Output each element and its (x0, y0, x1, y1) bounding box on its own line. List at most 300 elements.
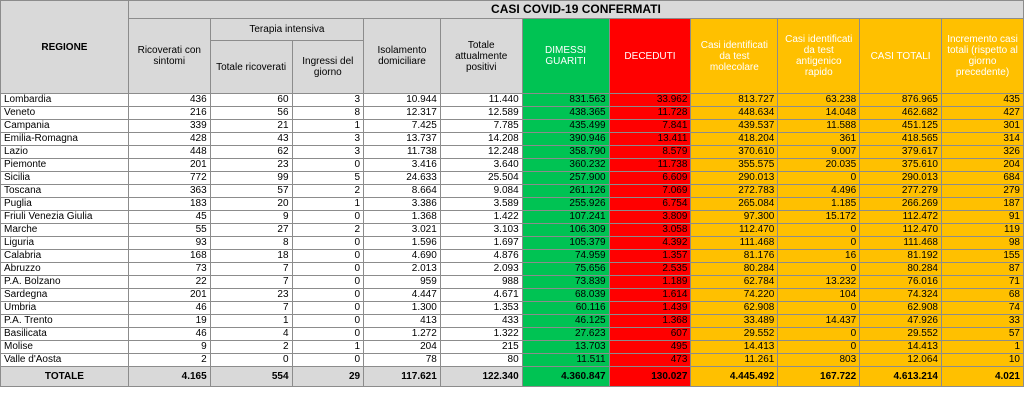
cell-deceduti: 1.189 (609, 276, 691, 289)
cell-positivi: 433 (440, 315, 522, 328)
header-incremento: Incremento casi totali (rispetto al giorno precedente) (942, 19, 1024, 94)
cell-ricoverati: 363 (128, 185, 210, 198)
cell-dimessi: 106.309 (522, 224, 609, 237)
cell-molecolare: 448.634 (691, 107, 778, 120)
cell-ricoverati: 55 (128, 224, 210, 237)
table-row (1, 94, 1024, 107)
cell-dimessi: 390.946 (522, 133, 609, 146)
cell-molecolare: 74.220 (691, 289, 778, 302)
cell-dimessi: 13.703 (522, 341, 609, 354)
cell-antigenico: 14.437 (778, 315, 860, 328)
cell-dimessi: 105.379 (522, 237, 609, 250)
cell-dimessi: 438.365 (522, 107, 609, 120)
cell-incremento: 435 (942, 94, 1024, 107)
cell-molecolare: 290.013 (691, 172, 778, 185)
cell-isolamento: 24.633 (364, 172, 441, 185)
table-row (1, 289, 1024, 302)
cell-ricoverati: 428 (128, 133, 210, 146)
cell-totale-ricoverati: 21 (210, 120, 292, 133)
cell-ricoverati: 45 (128, 211, 210, 224)
cell-positivi: 1.322 (440, 328, 522, 341)
cell-deceduti: 473 (609, 354, 691, 367)
cell-deceduti: 33.962 (609, 94, 691, 107)
cell-casi-totali: 112.472 (860, 211, 942, 224)
total-region: TOTALE (1, 367, 129, 387)
cell-region: Marche (1, 224, 129, 237)
table-row (1, 120, 1024, 133)
cell-region: Valle d'Aosta (1, 354, 129, 367)
cell-incremento: 187 (942, 198, 1024, 211)
cell-deceduti: 2.535 (609, 263, 691, 276)
cell-incremento: 68 (942, 289, 1024, 302)
total-positivi: 122.340 (440, 367, 522, 387)
cell-isolamento: 3.386 (364, 198, 441, 211)
table-row (1, 315, 1024, 328)
cell-region: Puglia (1, 198, 129, 211)
cell-casi-totali: 290.013 (860, 172, 942, 185)
cell-ricoverati: 339 (128, 120, 210, 133)
header-positivi: Totale attualmente positivi (440, 19, 522, 94)
cell-antigenico: 4.496 (778, 185, 860, 198)
cell-region: Lazio (1, 146, 129, 159)
cell-dimessi: 831.563 (522, 94, 609, 107)
cell-deceduti: 1.614 (609, 289, 691, 302)
cell-totale-ricoverati: 60 (210, 94, 292, 107)
cell-totale-ricoverati: 23 (210, 289, 292, 302)
cell-antigenico: 0 (778, 224, 860, 237)
cell-deceduti: 1.368 (609, 315, 691, 328)
table-row (1, 263, 1024, 276)
cell-positivi: 9.084 (440, 185, 522, 198)
cell-casi-totali: 74.324 (860, 289, 942, 302)
cell-incremento: 314 (942, 133, 1024, 146)
table-row (1, 185, 1024, 198)
cell-isolamento: 959 (364, 276, 441, 289)
cell-casi-totali: 80.284 (860, 263, 942, 276)
total-totale-ricoverati: 554 (210, 367, 292, 387)
cell-region: Basilicata (1, 328, 129, 341)
cell-totale-ricoverati: 4 (210, 328, 292, 341)
cell-positivi: 12.248 (440, 146, 522, 159)
cell-antigenico: 0 (778, 328, 860, 341)
cell-molecolare: 29.552 (691, 328, 778, 341)
cell-antigenico: 9.007 (778, 146, 860, 159)
cell-totale-ricoverati: 7 (210, 276, 292, 289)
cell-dimessi: 435.499 (522, 120, 609, 133)
header-antigenico: Casi identificati da test antigenico rapido (778, 19, 860, 94)
cell-isolamento: 11.738 (364, 146, 441, 159)
cell-deceduti: 11.728 (609, 107, 691, 120)
cell-ingressi: 1 (292, 341, 364, 354)
cell-incremento: 684 (942, 172, 1024, 185)
cell-antigenico: 1.185 (778, 198, 860, 211)
cell-totale-ricoverati: 20 (210, 198, 292, 211)
cell-positivi: 1.422 (440, 211, 522, 224)
cell-ingressi: 1 (292, 198, 364, 211)
cell-isolamento: 4.690 (364, 250, 441, 263)
cell-incremento: 119 (942, 224, 1024, 237)
cell-ingressi: 8 (292, 107, 364, 120)
cell-dimessi: 257.900 (522, 172, 609, 185)
cell-molecolare: 439.537 (691, 120, 778, 133)
cell-antigenico: 13.232 (778, 276, 860, 289)
cell-region: Toscana (1, 185, 129, 198)
cell-ingressi: 0 (292, 354, 364, 367)
cell-ingressi: 0 (292, 237, 364, 250)
cell-ingressi: 0 (292, 211, 364, 224)
cell-ricoverati: 2 (128, 354, 210, 367)
table-row (1, 146, 1024, 159)
cell-antigenico: 0 (778, 263, 860, 276)
cell-isolamento: 204 (364, 341, 441, 354)
cell-incremento: 204 (942, 159, 1024, 172)
cell-isolamento: 13.737 (364, 133, 441, 146)
table-row (1, 250, 1024, 263)
cell-region: Veneto (1, 107, 129, 120)
cell-region: Calabria (1, 250, 129, 263)
cell-deceduti: 607 (609, 328, 691, 341)
table-row (1, 224, 1024, 237)
cell-positivi: 3.589 (440, 198, 522, 211)
total-antigenico: 167.722 (778, 367, 860, 387)
cell-isolamento: 78 (364, 354, 441, 367)
cell-molecolare: 112.470 (691, 224, 778, 237)
cell-isolamento: 8.664 (364, 185, 441, 198)
cell-positivi: 4.876 (440, 250, 522, 263)
cell-incremento: 1 (942, 341, 1024, 354)
total-casi-totali: 4.613.214 (860, 367, 942, 387)
cell-ingressi: 0 (292, 315, 364, 328)
cell-ingressi: 0 (292, 263, 364, 276)
cell-totale-ricoverati: 56 (210, 107, 292, 120)
total-ricoverati: 4.165 (128, 367, 210, 387)
cell-incremento: 326 (942, 146, 1024, 159)
table-row (1, 133, 1024, 146)
cell-positivi: 2.093 (440, 263, 522, 276)
cell-ricoverati: 201 (128, 289, 210, 302)
cell-positivi: 988 (440, 276, 522, 289)
cell-deceduti: 1.357 (609, 250, 691, 263)
cell-deceduti: 8.579 (609, 146, 691, 159)
cell-positivi: 7.785 (440, 120, 522, 133)
table-row (1, 198, 1024, 211)
cell-ricoverati: 73 (128, 263, 210, 276)
cell-casi-totali: 29.552 (860, 328, 942, 341)
cell-ingressi: 3 (292, 133, 364, 146)
cell-casi-totali: 76.016 (860, 276, 942, 289)
cell-ricoverati: 22 (128, 276, 210, 289)
cell-isolamento: 1.368 (364, 211, 441, 224)
cell-positivi: 3.640 (440, 159, 522, 172)
cell-ricoverati: 93 (128, 237, 210, 250)
total-deceduti: 130.027 (609, 367, 691, 387)
cell-incremento: 98 (942, 237, 1024, 250)
cell-antigenico: 0 (778, 237, 860, 250)
cell-ingressi: 3 (292, 94, 364, 107)
cell-ricoverati: 216 (128, 107, 210, 120)
cell-region: Piemonte (1, 159, 129, 172)
cell-ricoverati: 46 (128, 302, 210, 315)
cell-region: Liguria (1, 237, 129, 250)
cell-molecolare: 355.575 (691, 159, 778, 172)
cell-positivi: 4.671 (440, 289, 522, 302)
cell-incremento: 279 (942, 185, 1024, 198)
cell-positivi: 1.353 (440, 302, 522, 315)
cell-dimessi: 255.926 (522, 198, 609, 211)
cell-positivi: 1.697 (440, 237, 522, 250)
table-row (1, 172, 1024, 185)
cell-positivi: 14.208 (440, 133, 522, 146)
header-isolamento: Isolamento domiciliare (364, 19, 441, 94)
cell-antigenico: 0 (778, 172, 860, 185)
header-molecolare: Casi identificati da test molecolare (691, 19, 778, 94)
cell-totale-ricoverati: 62 (210, 146, 292, 159)
cell-region: Emilia-Romagna (1, 133, 129, 146)
cell-dimessi: 261.126 (522, 185, 609, 198)
cell-incremento: 57 (942, 328, 1024, 341)
cell-dimessi: 68.039 (522, 289, 609, 302)
cell-antigenico: 361 (778, 133, 860, 146)
cell-totale-ricoverati: 27 (210, 224, 292, 237)
cell-deceduti: 1.439 (609, 302, 691, 315)
cell-totale-ricoverati: 1 (210, 315, 292, 328)
total-incremento: 4.021 (942, 367, 1024, 387)
cell-region: Lombardia (1, 94, 129, 107)
cell-totale-ricoverati: 18 (210, 250, 292, 263)
table-row (1, 107, 1024, 120)
header-terapia-intensiva: Terapia intensiva (210, 19, 363, 41)
cell-dimessi: 74.959 (522, 250, 609, 263)
cell-totale-ricoverati: 0 (210, 354, 292, 367)
cell-casi-totali: 266.269 (860, 198, 942, 211)
cell-isolamento: 2.013 (364, 263, 441, 276)
cell-dimessi: 73.839 (522, 276, 609, 289)
cell-isolamento: 3.416 (364, 159, 441, 172)
cell-totale-ricoverati: 7 (210, 302, 292, 315)
cell-region: Sicilia (1, 172, 129, 185)
cell-antigenico: 0 (778, 341, 860, 354)
cell-deceduti: 7.841 (609, 120, 691, 133)
cell-casi-totali: 462.682 (860, 107, 942, 120)
cell-ingressi: 5 (292, 172, 364, 185)
cell-totale-ricoverati: 7 (210, 263, 292, 276)
table-row (1, 237, 1024, 250)
table-row (1, 302, 1024, 315)
cell-molecolare: 11.261 (691, 354, 778, 367)
total-dimessi: 4.360.847 (522, 367, 609, 387)
cell-region: Sardegna (1, 289, 129, 302)
table-row (1, 341, 1024, 354)
header-ingressi: Ingressi del giorno (292, 41, 364, 94)
cell-casi-totali: 14.413 (860, 341, 942, 354)
table-row (1, 211, 1024, 224)
cell-incremento: 91 (942, 211, 1024, 224)
cell-deceduti: 13.411 (609, 133, 691, 146)
cell-molecolare: 813.727 (691, 94, 778, 107)
cell-incremento: 71 (942, 276, 1024, 289)
cell-incremento: 427 (942, 107, 1024, 120)
cell-ingressi: 0 (292, 289, 364, 302)
cell-dimessi: 60.116 (522, 302, 609, 315)
cell-casi-totali: 277.279 (860, 185, 942, 198)
cell-molecolare: 62.784 (691, 276, 778, 289)
table-row (1, 276, 1024, 289)
cell-isolamento: 12.317 (364, 107, 441, 120)
cell-molecolare: 62.908 (691, 302, 778, 315)
header-dimessi: DIMESSI GUARITI (522, 19, 609, 94)
cell-positivi: 25.504 (440, 172, 522, 185)
cell-ricoverati: 183 (128, 198, 210, 211)
table-title: CASI COVID-19 CONFERMATI (128, 1, 1023, 19)
cell-deceduti: 4.392 (609, 237, 691, 250)
cell-region: Abruzzo (1, 263, 129, 276)
cell-deceduti: 3.058 (609, 224, 691, 237)
cell-positivi: 11.440 (440, 94, 522, 107)
cell-incremento: 301 (942, 120, 1024, 133)
cell-ingressi: 2 (292, 224, 364, 237)
cell-dimessi: 75.656 (522, 263, 609, 276)
cell-antigenico: 20.035 (778, 159, 860, 172)
cell-ingressi: 3 (292, 146, 364, 159)
cell-ingressi: 0 (292, 328, 364, 341)
cell-molecolare: 97.300 (691, 211, 778, 224)
cell-dimessi: 46.125 (522, 315, 609, 328)
cell-ricoverati: 772 (128, 172, 210, 185)
header-deceduti: DECEDUTI (609, 19, 691, 94)
cell-molecolare: 265.084 (691, 198, 778, 211)
cell-molecolare: 81.176 (691, 250, 778, 263)
cell-dimessi: 358.790 (522, 146, 609, 159)
cell-casi-totali: 418.565 (860, 133, 942, 146)
cell-positivi: 3.103 (440, 224, 522, 237)
cell-molecolare: 111.468 (691, 237, 778, 250)
cell-casi-totali: 111.468 (860, 237, 942, 250)
cell-dimessi: 11.511 (522, 354, 609, 367)
cell-casi-totali: 379.617 (860, 146, 942, 159)
cell-molecolare: 272.783 (691, 185, 778, 198)
cell-ricoverati: 448 (128, 146, 210, 159)
header-ricoverati: Ricoverati con sintomi (128, 19, 210, 94)
header-regione: REGIONE (1, 1, 129, 94)
cell-ingressi: 1 (292, 120, 364, 133)
cell-dimessi: 27.623 (522, 328, 609, 341)
cell-isolamento: 7.425 (364, 120, 441, 133)
table-row (1, 159, 1024, 172)
cell-isolamento: 10.944 (364, 94, 441, 107)
cell-casi-totali: 876.965 (860, 94, 942, 107)
cell-casi-totali: 12.064 (860, 354, 942, 367)
cell-ingressi: 0 (292, 159, 364, 172)
cell-totale-ricoverati: 43 (210, 133, 292, 146)
cell-region: Friuli Venezia Giulia (1, 211, 129, 224)
cell-totale-ricoverati: 57 (210, 185, 292, 198)
cell-isolamento: 413 (364, 315, 441, 328)
cell-totale-ricoverati: 23 (210, 159, 292, 172)
cell-molecolare: 14.413 (691, 341, 778, 354)
cell-antigenico: 14.048 (778, 107, 860, 120)
cell-region: P.A. Trento (1, 315, 129, 328)
cell-deceduti: 6.609 (609, 172, 691, 185)
table-row (1, 354, 1024, 367)
table-row (1, 328, 1024, 341)
cell-deceduti: 495 (609, 341, 691, 354)
cell-ricoverati: 9 (128, 341, 210, 354)
cell-totale-ricoverati: 99 (210, 172, 292, 185)
cell-incremento: 33 (942, 315, 1024, 328)
cell-casi-totali: 112.470 (860, 224, 942, 237)
cell-isolamento: 1.300 (364, 302, 441, 315)
cell-incremento: 87 (942, 263, 1024, 276)
cell-totale-ricoverati: 9 (210, 211, 292, 224)
cell-deceduti: 7.069 (609, 185, 691, 198)
cell-ingressi: 2 (292, 185, 364, 198)
cell-casi-totali: 81.192 (860, 250, 942, 263)
header-casi-totali: CASI TOTALI (860, 19, 942, 94)
cell-ricoverati: 19 (128, 315, 210, 328)
cell-positivi: 80 (440, 354, 522, 367)
cell-casi-totali: 375.610 (860, 159, 942, 172)
cell-isolamento: 1.596 (364, 237, 441, 250)
total-molecolare: 4.445.492 (691, 367, 778, 387)
totals-row (1, 367, 1024, 387)
cell-casi-totali: 62.908 (860, 302, 942, 315)
cell-totale-ricoverati: 2 (210, 341, 292, 354)
cell-ingressi: 0 (292, 276, 364, 289)
cell-totale-ricoverati: 8 (210, 237, 292, 250)
cell-region: Campania (1, 120, 129, 133)
cell-molecolare: 33.489 (691, 315, 778, 328)
cell-ricoverati: 168 (128, 250, 210, 263)
total-isolamento: 117.621 (364, 367, 441, 387)
cell-deceduti: 11.738 (609, 159, 691, 172)
cell-region: Umbria (1, 302, 129, 315)
header-totale-ricoverati: Totale ricoverati (210, 41, 292, 94)
cell-region: P.A. Bolzano (1, 276, 129, 289)
cell-molecolare: 418.204 (691, 133, 778, 146)
total-ingressi: 29 (292, 367, 364, 387)
cell-molecolare: 80.284 (691, 263, 778, 276)
cell-positivi: 215 (440, 341, 522, 354)
cell-antigenico: 16 (778, 250, 860, 263)
cell-molecolare: 370.610 (691, 146, 778, 159)
cell-region: Molise (1, 341, 129, 354)
cell-casi-totali: 47.926 (860, 315, 942, 328)
cell-ricoverati: 46 (128, 328, 210, 341)
cell-ingressi: 0 (292, 250, 364, 263)
cell-isolamento: 3.021 (364, 224, 441, 237)
cell-casi-totali: 451.125 (860, 120, 942, 133)
cell-positivi: 12.589 (440, 107, 522, 120)
cell-isolamento: 4.447 (364, 289, 441, 302)
cell-dimessi: 107.241 (522, 211, 609, 224)
cell-incremento: 155 (942, 250, 1024, 263)
cell-incremento: 10 (942, 354, 1024, 367)
cell-antigenico: 803 (778, 354, 860, 367)
cell-antigenico: 63.238 (778, 94, 860, 107)
cell-dimessi: 360.232 (522, 159, 609, 172)
cell-deceduti: 6.754 (609, 198, 691, 211)
cell-deceduti: 3.809 (609, 211, 691, 224)
cell-ricoverati: 201 (128, 159, 210, 172)
cell-antigenico: 0 (778, 302, 860, 315)
cell-ricoverati: 436 (128, 94, 210, 107)
cell-incremento: 74 (942, 302, 1024, 315)
cell-ingressi: 0 (292, 302, 364, 315)
cell-antigenico: 11.588 (778, 120, 860, 133)
cell-antigenico: 15.172 (778, 211, 860, 224)
cell-antigenico: 104 (778, 289, 860, 302)
cell-isolamento: 1.272 (364, 328, 441, 341)
